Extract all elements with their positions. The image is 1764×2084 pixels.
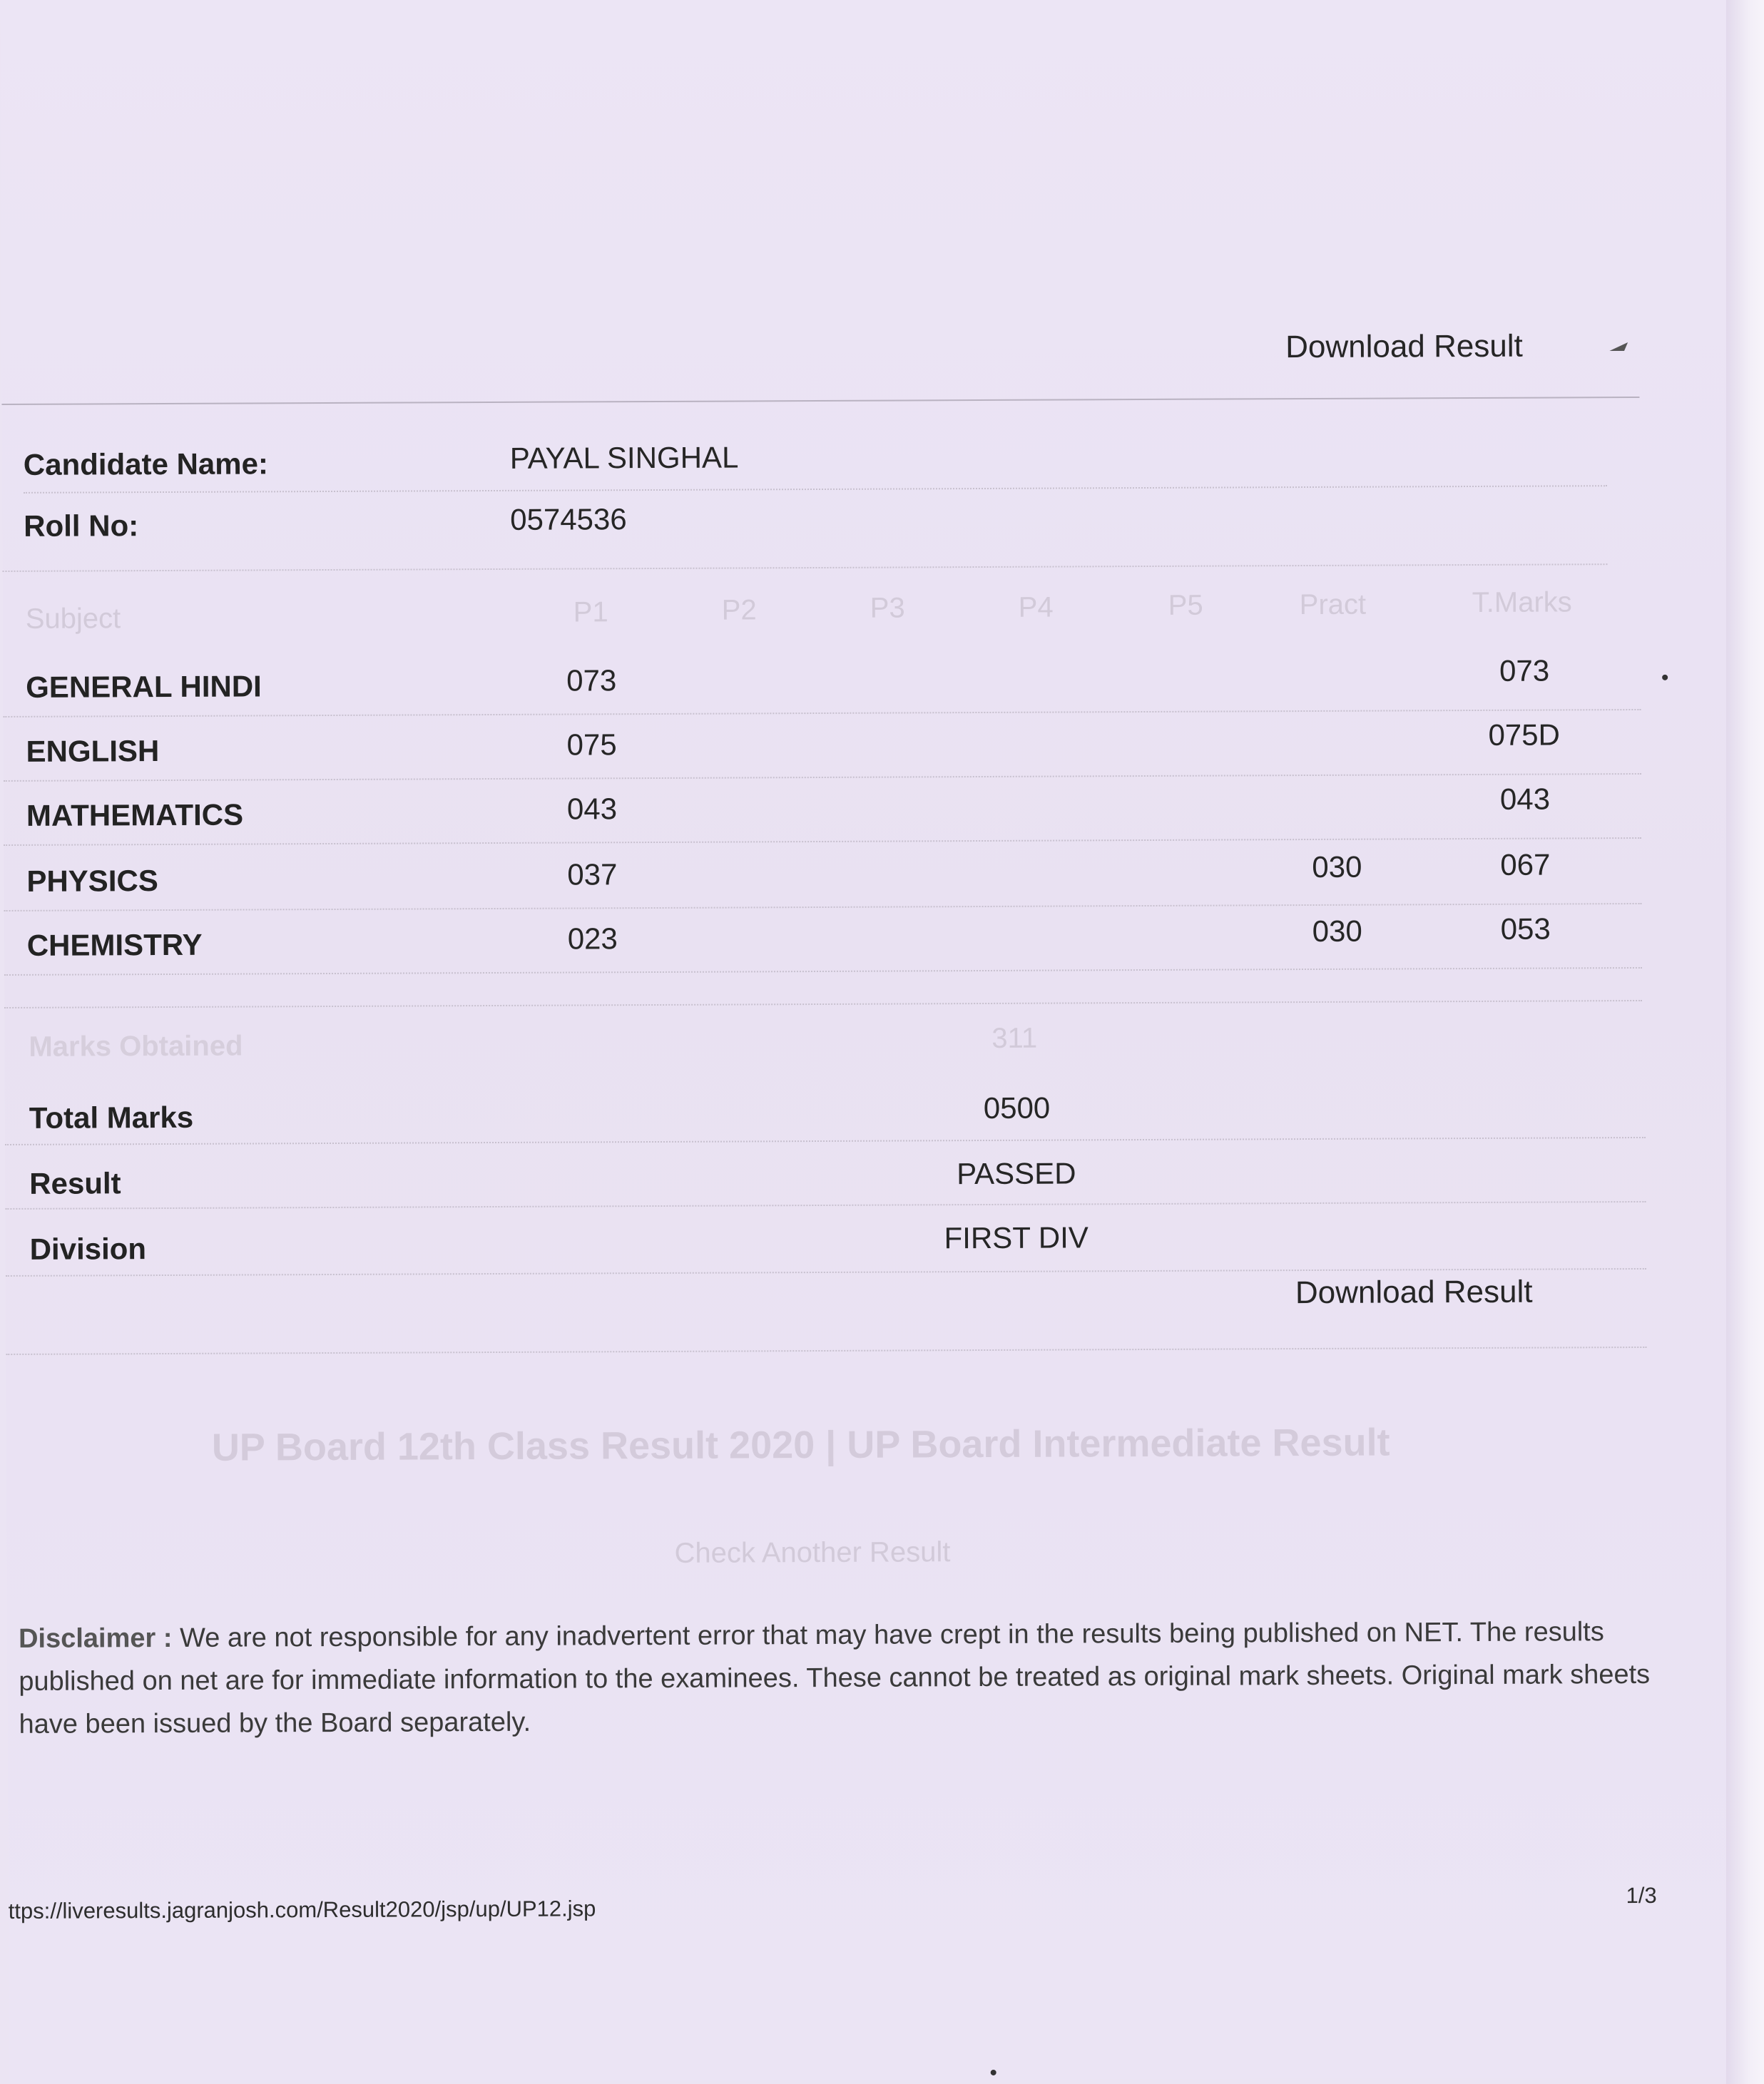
row-divider (3, 709, 1641, 717)
p1-marks: 043 (566, 792, 618, 826)
total-marks-cell: 075D (1488, 717, 1561, 752)
table-end-divider (4, 1000, 1642, 1008)
p1-marks: 073 (566, 663, 617, 698)
download-result-link-top[interactable]: Download Result (1285, 328, 1523, 365)
ink-speck (1662, 675, 1668, 680)
candidate-block-divider (2, 563, 1607, 572)
result-label: Result (29, 1166, 121, 1200)
subject-name: MATHEMATICS (26, 797, 244, 832)
header-p5: P5 (1168, 589, 1203, 621)
header-p2: P2 (721, 594, 757, 626)
header-p4: P4 (1018, 591, 1054, 623)
pract-marks: 030 (1312, 849, 1362, 884)
subject-name: GENERAL HINDI (26, 669, 262, 704)
scan-edge (1726, 0, 1764, 2084)
page-heading: UP Board 12th Class Result 2020 | UP Board Intermediate Result (211, 1421, 1390, 1469)
subject-name: CHEMISTRY (26, 927, 203, 962)
candidate-name-divider (24, 485, 1607, 494)
division-value: FIRST DIV (944, 1220, 1089, 1255)
disclaimer-text (19, 1610, 1660, 1746)
p1-marks: 037 (567, 857, 618, 892)
result-value: PASSED (957, 1156, 1076, 1191)
marks-obtained-value: 311 (991, 1022, 1038, 1054)
subject-name: ENGLISH (26, 734, 160, 768)
ink-speck (991, 2070, 996, 2075)
total-marks-label: Total Marks (29, 1100, 194, 1135)
roll-no-value: 0574536 (510, 502, 627, 536)
p1-marks: 023 (567, 921, 618, 956)
header-p1: P1 (573, 596, 608, 628)
pract-marks: 030 (1312, 914, 1362, 948)
pen-mark (1609, 342, 1628, 351)
total-marks-cell: 073 (1499, 653, 1550, 688)
bottom-divider (6, 1347, 1646, 1355)
candidate-name-label: Candidate Name: (23, 446, 269, 481)
summary-divider (5, 1201, 1646, 1210)
p1-marks: 075 (566, 727, 617, 762)
download-result-link-bottom[interactable]: Download Result (1295, 1274, 1533, 1311)
subject-name: PHYSICS (26, 864, 158, 898)
marks-obtained-label: Marks Obtained (29, 1030, 243, 1063)
division-label: Division (29, 1232, 147, 1266)
check-another-result-link[interactable]: Check Another Result (674, 1536, 951, 1569)
total-marks-value: 0500 (983, 1090, 1051, 1125)
total-marks-cell: 053 (1500, 911, 1551, 946)
candidate-name-value: PAYAL SINGHAL (509, 440, 739, 475)
summary-divider (5, 1137, 1646, 1145)
header-subject: Subject (25, 603, 121, 635)
total-marks-cell: 043 (1499, 782, 1551, 816)
row-divider (4, 903, 1642, 911)
header-tmarks: T.Marks (1472, 586, 1572, 619)
header-pract: Pract (1299, 588, 1367, 621)
page-url: ttps://liveresults.jagranjosh.com/Result2020/jsp/up/UP12.jsp (8, 1896, 596, 1924)
header-p3: P3 (870, 592, 905, 624)
roll-no-label: Roll No: (24, 509, 139, 543)
disclaimer-label: Disclaimer : (18, 1623, 173, 1654)
total-marks-cell: 067 (1500, 847, 1551, 882)
row-divider (4, 773, 1641, 782)
page-number: 1/3 (1626, 1882, 1657, 1909)
disclaimer-body: We are not responsible for any inadvertent error that may have crept in the results being published on NET. The results published on net are for immediate information to the examinees. These cannot be treated as original mark sheets. Original mark sheets have been issued by the Board separately. (19, 1617, 1651, 1740)
row-divider (4, 967, 1642, 976)
top-divider (1, 397, 1639, 405)
row-divider (4, 837, 1641, 846)
